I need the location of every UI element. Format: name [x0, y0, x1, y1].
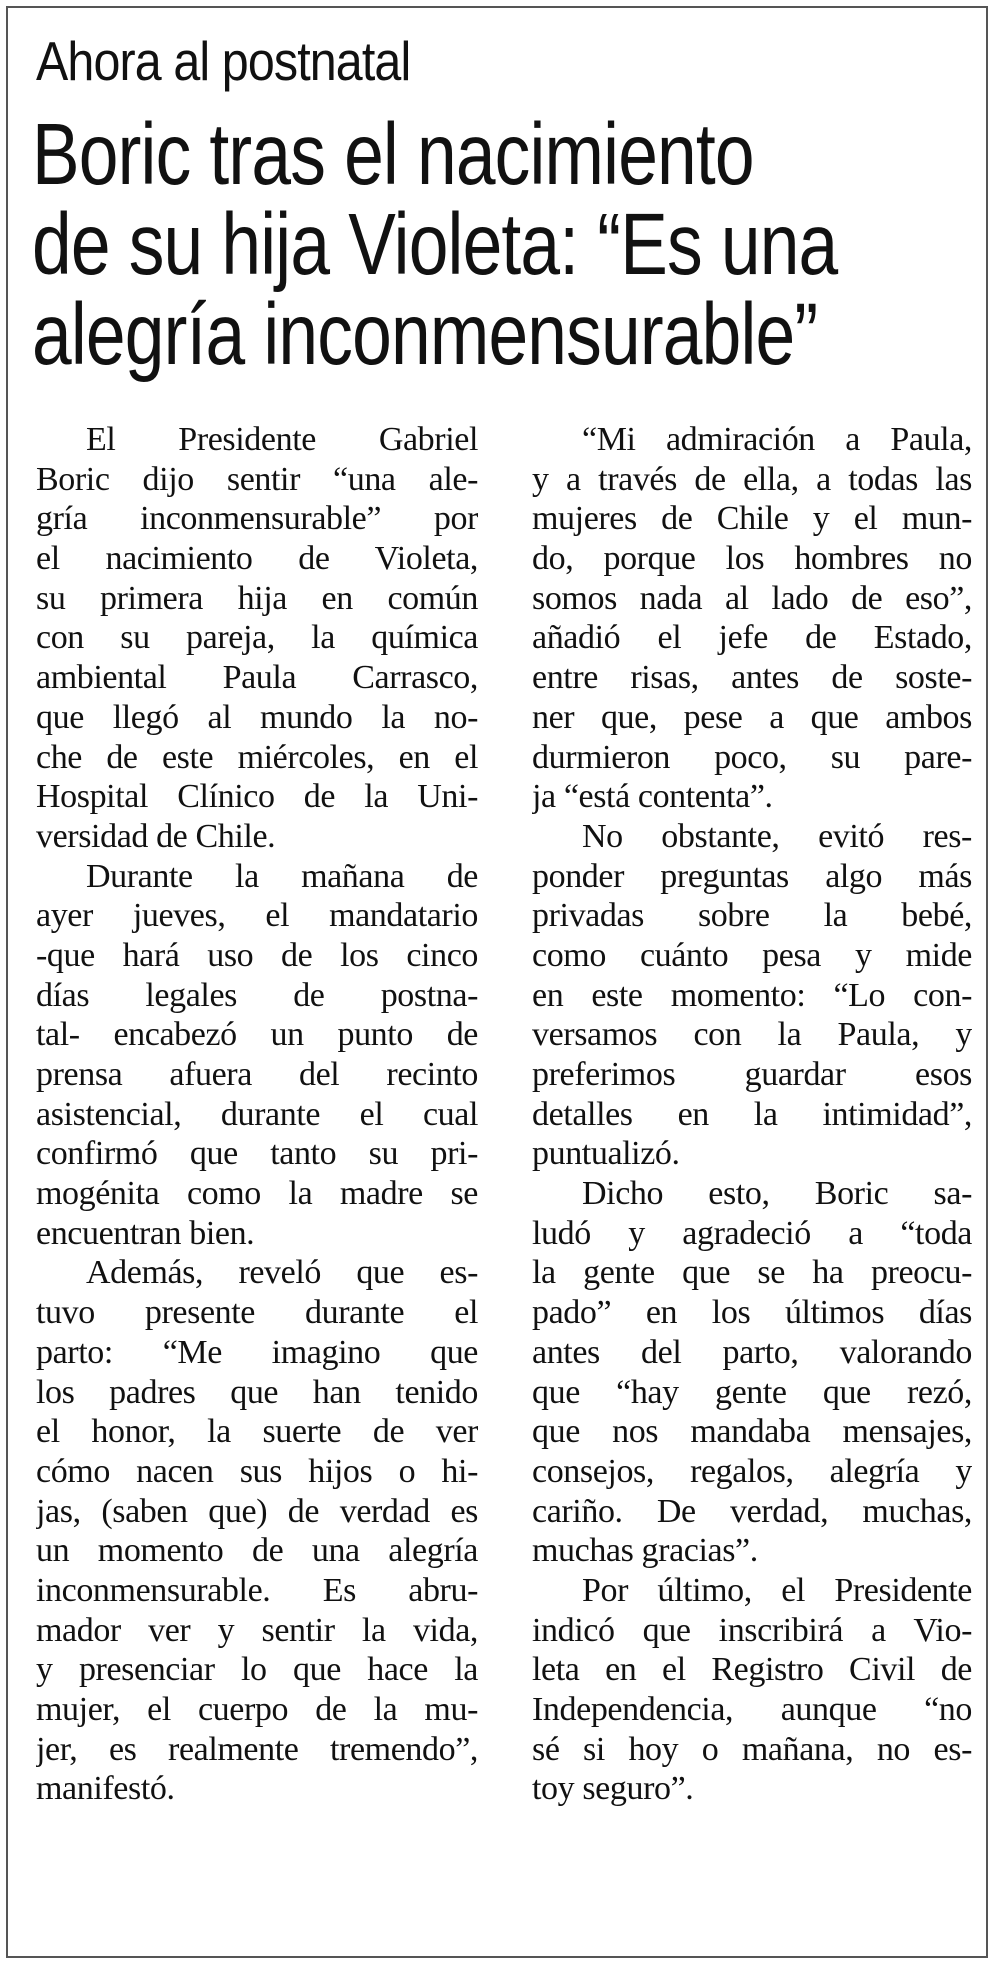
text-line: -que hará uso de los cinco [36, 936, 478, 974]
text-line: antes del parto, valorando [532, 1333, 972, 1371]
text-line: añadió el jefe de Estado, [532, 619, 972, 657]
text-line: y a través de ella, a todas las [532, 460, 972, 498]
text-line: privadas sobre la bebé, [532, 897, 972, 935]
article-kicker: Ahora al postnatal [36, 30, 411, 92]
text-line: puntualizó. [532, 1135, 680, 1173]
text-line: jas, (saben que) de verdad es [36, 1492, 478, 1530]
text-line: con su pareja, la química [36, 619, 478, 657]
text-line: que “hay gente que rezó, [532, 1373, 972, 1411]
text-line: que llegó al mundo la no- [36, 698, 478, 736]
text-line: confirmó que tanto su pri- [36, 1135, 478, 1173]
text-line: mador ver y sentir la vida, [36, 1611, 478, 1649]
text-line: Durante la mañana de [86, 857, 478, 895]
text-line: ayer jueves, el mandatario [36, 897, 478, 935]
headline-line: alegría inconmensurable” [32, 286, 818, 383]
text-line: encuentran bien. [36, 1214, 255, 1252]
text-line: “Mi admiración a Paula, [582, 421, 972, 458]
text-line: cariño. De verdad, muchas, [532, 1492, 972, 1530]
text-line: Por último, el Presidente [582, 1571, 972, 1609]
text-line: preferimos guardar esos [532, 1056, 972, 1093]
text-line: prensa afuera del recinto [36, 1056, 478, 1093]
text-line: tuvo presente durante el [36, 1294, 478, 1332]
headline-line: Boric tras el nacimiento [32, 106, 754, 203]
text-line: ja “está contenta”. [532, 778, 773, 816]
text-line: el honor, la suerte de ver [36, 1413, 478, 1451]
text-line: ponder preguntas algo más [532, 857, 972, 895]
text-line: los padres que han tenido [36, 1373, 478, 1411]
text-line: tal- encabezó un punto de [36, 1016, 478, 1054]
text-line: ambiental Paula Carrasco, [36, 659, 478, 697]
text-line: un momento de una alegría [36, 1532, 478, 1570]
text-line: la gente que se ha preocu- [532, 1254, 972, 1292]
text-line: Además, reveló que es- [86, 1254, 478, 1292]
text-line: ner que, pese a que ambos [532, 698, 972, 736]
text-line: días legales de postna- [36, 976, 478, 1014]
headline-line: de su hija Violeta: “Es una [32, 196, 838, 293]
text-line: No obstante, evitó res- [582, 817, 972, 855]
text-line: Independencia, aunque “no [532, 1691, 972, 1728]
text-line: Hospital Clínico de la Uni- [36, 778, 478, 816]
text-line: el nacimiento de Violeta, [36, 540, 478, 578]
text-line: somos nada al lado de eso”, [532, 579, 972, 617]
text-line: sé si hoy o mañana, no es- [532, 1730, 972, 1768]
text-line: versidad de Chile. [36, 817, 276, 855]
text-line: parto: “Me imagino que [36, 1333, 478, 1371]
text-line: mogénita como la madre se [36, 1175, 478, 1213]
text-line: pado” en los últimos días [532, 1294, 972, 1332]
article-column-right [532, 420, 972, 1809]
text-line: muchas gracias”. [532, 1532, 758, 1570]
text-line: cómo nacen sus hijos o hi- [36, 1452, 478, 1490]
text-line: su primera hija en común [36, 579, 478, 617]
text-line: asistencial, durante el cual [36, 1095, 478, 1133]
text-line: detalles en la intimidad”, [532, 1095, 972, 1133]
text-line: mujer, el cuerpo de la mu- [36, 1691, 478, 1728]
article-headline [32, 106, 838, 383]
text-line: gría inconmensurable” por [36, 500, 478, 538]
text-line: che de este miércoles, en el [36, 738, 478, 776]
text-line: indicó que inscribirá a Vio- [532, 1611, 972, 1649]
text-line: entre risas, antes de soste- [532, 659, 972, 697]
text-line: ludó y agradeció a “toda [532, 1214, 972, 1252]
text-line: do, porque los hombres no [532, 540, 972, 578]
text-line: durmieron poco, su pare- [532, 738, 972, 776]
text-line: Boric dijo sentir “una ale- [36, 460, 478, 498]
newspaper-clipping [6, 6, 988, 1958]
text-line: leta en el Registro Civil de [532, 1651, 972, 1689]
text-line: que nos mandaba mensajes, [532, 1413, 972, 1451]
text-line: versamos con la Paula, y [532, 1016, 972, 1054]
text-line: inconmensurable. Es abru- [36, 1571, 478, 1609]
text-line: manifestó. [36, 1770, 175, 1808]
text-line: El Presidente Gabriel [86, 421, 478, 458]
text-line: mujeres de Chile y el mun- [532, 500, 972, 538]
text-line: toy seguro”. [532, 1770, 694, 1808]
text-line: como cuánto pesa y mide [532, 936, 972, 974]
text-line: y presenciar lo que hace la [36, 1651, 478, 1689]
article-column-left [36, 420, 478, 1809]
text-line: Dicho esto, Boric sa- [582, 1175, 972, 1213]
text-line: en este momento: “Lo con- [532, 976, 972, 1014]
text-line: jer, es realmente tremendo”, [36, 1730, 478, 1768]
text-line: consejos, regalos, alegría y [532, 1452, 972, 1490]
